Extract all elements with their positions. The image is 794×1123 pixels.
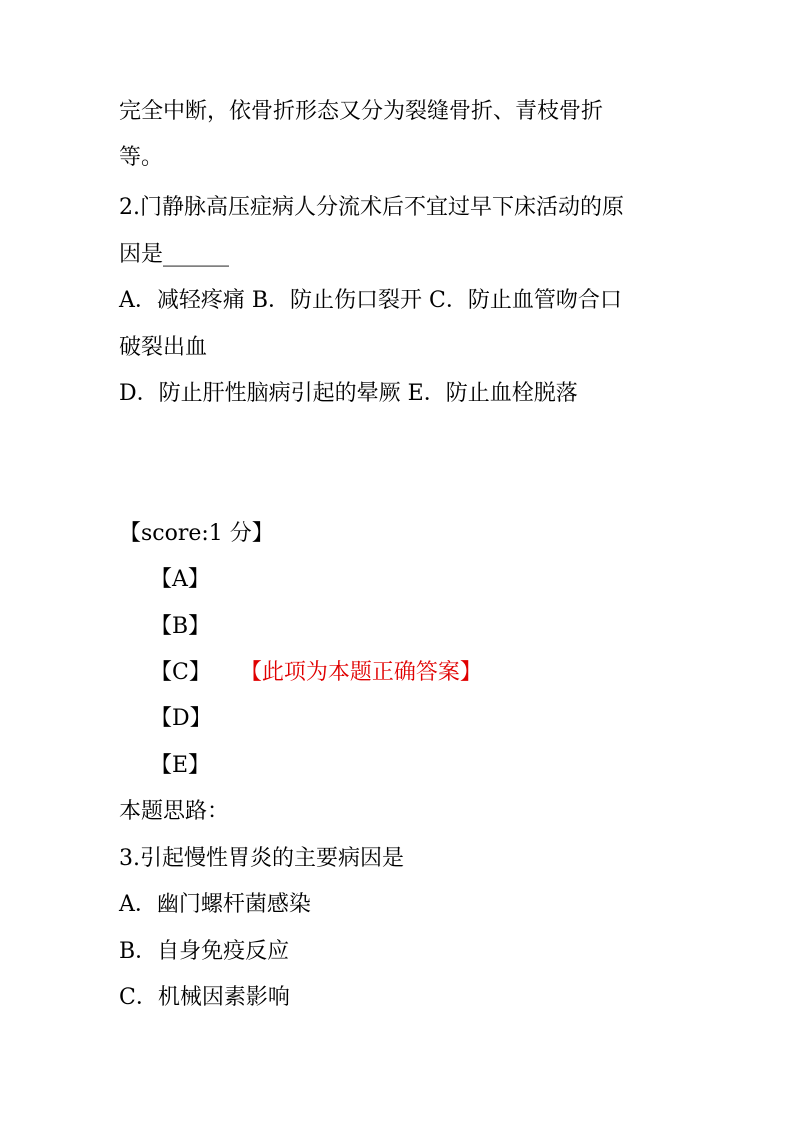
analysis-label: 本题思路：	[119, 799, 230, 824]
choice-c[interactable]: 【C】	[150, 660, 211, 685]
question-3-option-b: B．自身免疫反应	[119, 939, 290, 964]
choice-a[interactable]: 【A】	[150, 567, 210, 592]
choice-b[interactable]: 【B】	[150, 614, 211, 639]
correct-answer-note: 【此项为本题正确答案】	[250, 660, 482, 685]
question-2-options-line-1: A．减轻疼痛 B．防止伤口裂开 C．防止血管吻合口	[119, 288, 622, 313]
question-3-stem: 3.引起慢性胃炎的主要病因是	[119, 846, 404, 871]
choice-e[interactable]: 【E】	[150, 753, 211, 778]
question-2-options-line-2: 破裂出血	[119, 335, 208, 360]
choice-c-row	[150, 658, 482, 688]
question-3-option-c: C．机械因素影响	[119, 985, 290, 1010]
question-3-option-a: A．幽门螺杆菌感染	[119, 892, 311, 917]
fragment-line-2: 等。	[119, 145, 164, 170]
question-2-stem-line-1: 2.门静脉高压症病人分流术后不宜过早下床活动的原	[119, 195, 624, 220]
choice-d[interactable]: 【D】	[150, 706, 212, 731]
fragment-line-1: 完全中断，依骨折形态又分为裂缝骨折、青枝骨折	[119, 99, 604, 124]
question-2-stem-line-2: 因是______	[119, 242, 230, 267]
question-2-options-line-3: D．防止肝性脑病引起的晕厥 E．防止血栓脱落	[119, 381, 578, 406]
score-label: 【score:1 分】	[119, 521, 274, 546]
